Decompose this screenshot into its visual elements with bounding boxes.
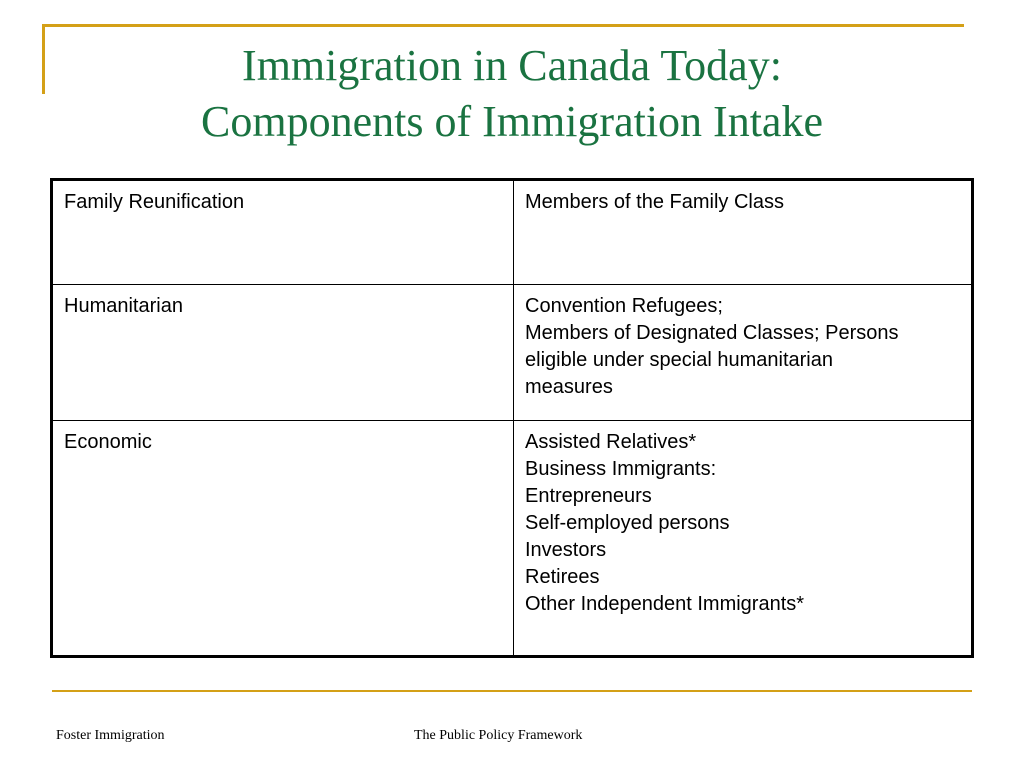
top-accent-rule bbox=[42, 24, 964, 27]
detail-line: Business Immigrants: bbox=[525, 458, 717, 480]
left-accent-rule bbox=[42, 24, 45, 94]
detail-line: eligible under special humanitarian bbox=[525, 349, 833, 371]
detail-line: Members of the Family Class bbox=[525, 191, 784, 213]
intake-components-table bbox=[50, 178, 974, 658]
detail-line: Other Independent Immigrants* bbox=[525, 593, 805, 615]
category-cell: Economic bbox=[52, 421, 514, 657]
slide-title bbox=[60, 38, 964, 150]
table-row bbox=[52, 285, 973, 421]
detail-line: Entrepreneurs bbox=[525, 485, 652, 507]
details-cell bbox=[514, 421, 973, 657]
bottom-accent-rule bbox=[52, 690, 972, 692]
title-line-2: Components of Immigration Intake bbox=[201, 97, 823, 146]
detail-line: Assisted Relatives* bbox=[525, 431, 697, 453]
footer-left-text: Foster Immigration bbox=[56, 728, 165, 743]
title-line-1: Immigration in Canada Today: bbox=[242, 41, 782, 90]
detail-line: Retirees bbox=[525, 566, 600, 588]
category-cell: Humanitarian bbox=[52, 285, 514, 421]
detail-line: Members of Designated Classes; Persons bbox=[525, 322, 899, 344]
category-cell: Family Reunification bbox=[52, 180, 514, 285]
footer-center-text: The Public Policy Framework bbox=[414, 728, 583, 743]
detail-line: Investors bbox=[525, 539, 607, 561]
details-cell bbox=[514, 180, 973, 285]
detail-line: Convention Refugees; bbox=[525, 295, 723, 317]
table-row bbox=[52, 180, 973, 285]
detail-line: measures bbox=[525, 376, 613, 398]
table-row bbox=[52, 421, 973, 657]
detail-line: Self-employed persons bbox=[525, 512, 730, 534]
details-cell bbox=[514, 285, 973, 421]
